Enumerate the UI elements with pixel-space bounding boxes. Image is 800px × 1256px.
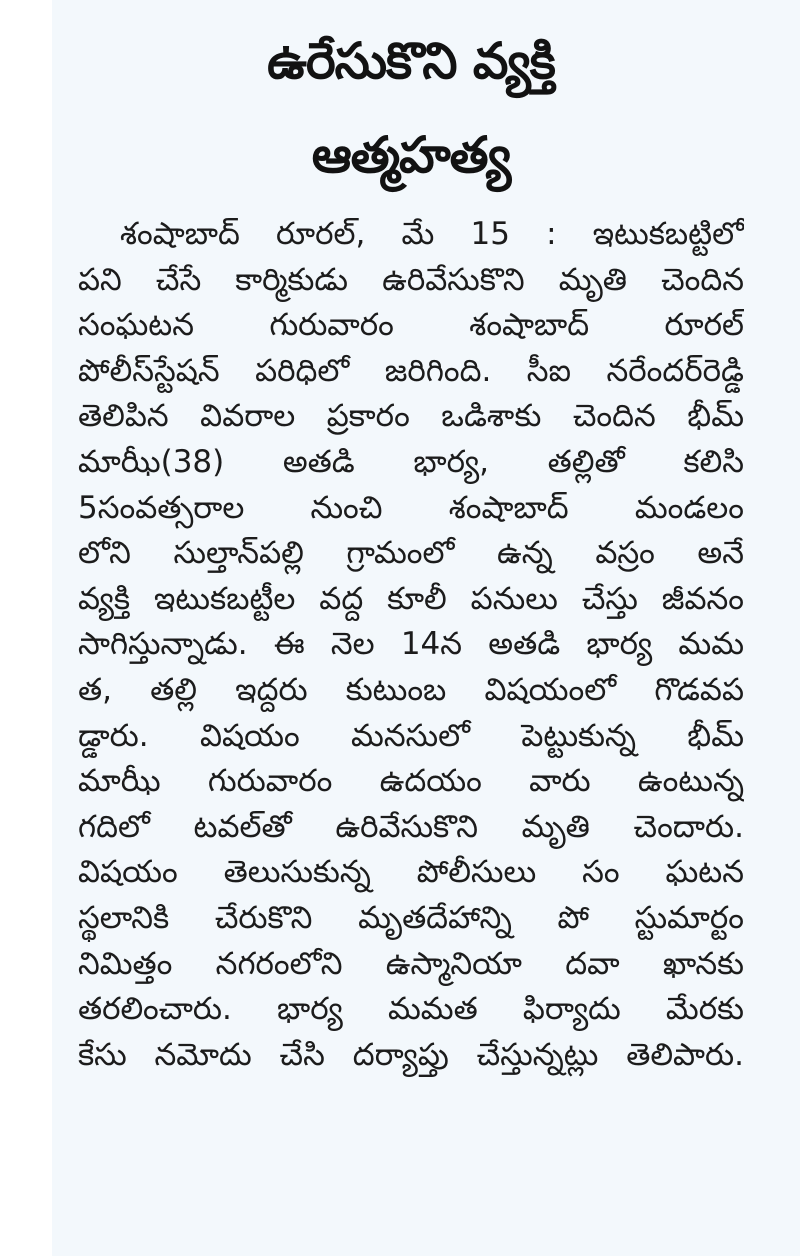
body-line: మాఝీ(38) అతడి భార్య, తల్లితో కలిసి xyxy=(78,443,744,480)
article-headline xyxy=(78,14,744,202)
body-line: సంఘటన గురువారం శంషాబాద్ రూరల్ xyxy=(78,307,744,344)
body-line: 5సంవత్సరాల నుంచి శంషాబాద్ మండలం xyxy=(78,489,744,526)
body-line: మాఝీ గురువారం ఉదయం వారు ఉంటున్న xyxy=(78,763,744,800)
body-line: తరలించారు. భార్య మమత ఫిర్యాదు మేరకు xyxy=(78,991,744,1028)
body-line: కేసు నమోదు చేసి దర్యాప్తు చేస్తున్నట్లు తెలిపారు. xyxy=(78,1036,744,1073)
body-line: నిమిత్తం నగరంలోని ఉస్మానియా దవా ఖానకు xyxy=(78,945,744,982)
article-body xyxy=(78,212,744,1078)
body-line: స్థలానికి చేరుకొని మృతదేహాన్ని పో స్టుమార్టం xyxy=(78,899,744,936)
body-line: వ్యక్తి ఇటుకబట్టీల వద్ద కూలీ పనులు చేస్తు జీవనం xyxy=(78,580,744,617)
body-line: గదిలో టవల్‌తో ఉరివేసుకొని మృతి చెందారు. xyxy=(78,808,744,845)
body-line: త, తల్లి ఇద్దరు కుటుంబ విషయంలో గొడవప xyxy=(78,671,744,708)
headline-line-1: ఉరేసుకొని వ్యక్తి xyxy=(267,32,555,90)
headline-line-2: ఆత్మహత్య xyxy=(311,126,511,184)
body-line: తెలిపిన వివరాల ప్రకారం ఒడిశాకు చెందిన భీమ్ xyxy=(78,398,744,435)
body-line: పోలీస్‌స్టేషన్ పరిధిలో జరిగింది. సీఐ నరేందర్‌రెడ్డి xyxy=(78,352,744,389)
body-line: లోని సుల్తాన్‌పల్లి గ్రామంలో ఉన్న వస్రం అనే xyxy=(78,535,744,572)
body-line: విషయం తెలుసుకున్న పోలీసులు సం ఘటన xyxy=(78,854,744,891)
body-line: శంషాబాద్ రూరల్, మే 15 : ఇటుకబట్టిలో xyxy=(120,216,744,252)
body-line: డ్డారు. విషయం మనసులో పెట్టుకున్న భీమ్ xyxy=(78,717,744,754)
body-line: పని చేసే కార్మికుడు ఉరివేసుకొని మృతి చెందిన xyxy=(78,261,744,298)
newspaper-clipping xyxy=(52,0,800,1256)
body-line: సాగిస్తున్నాడు. ఈ నెల 14న అతడి భార్య మమ xyxy=(78,626,744,663)
